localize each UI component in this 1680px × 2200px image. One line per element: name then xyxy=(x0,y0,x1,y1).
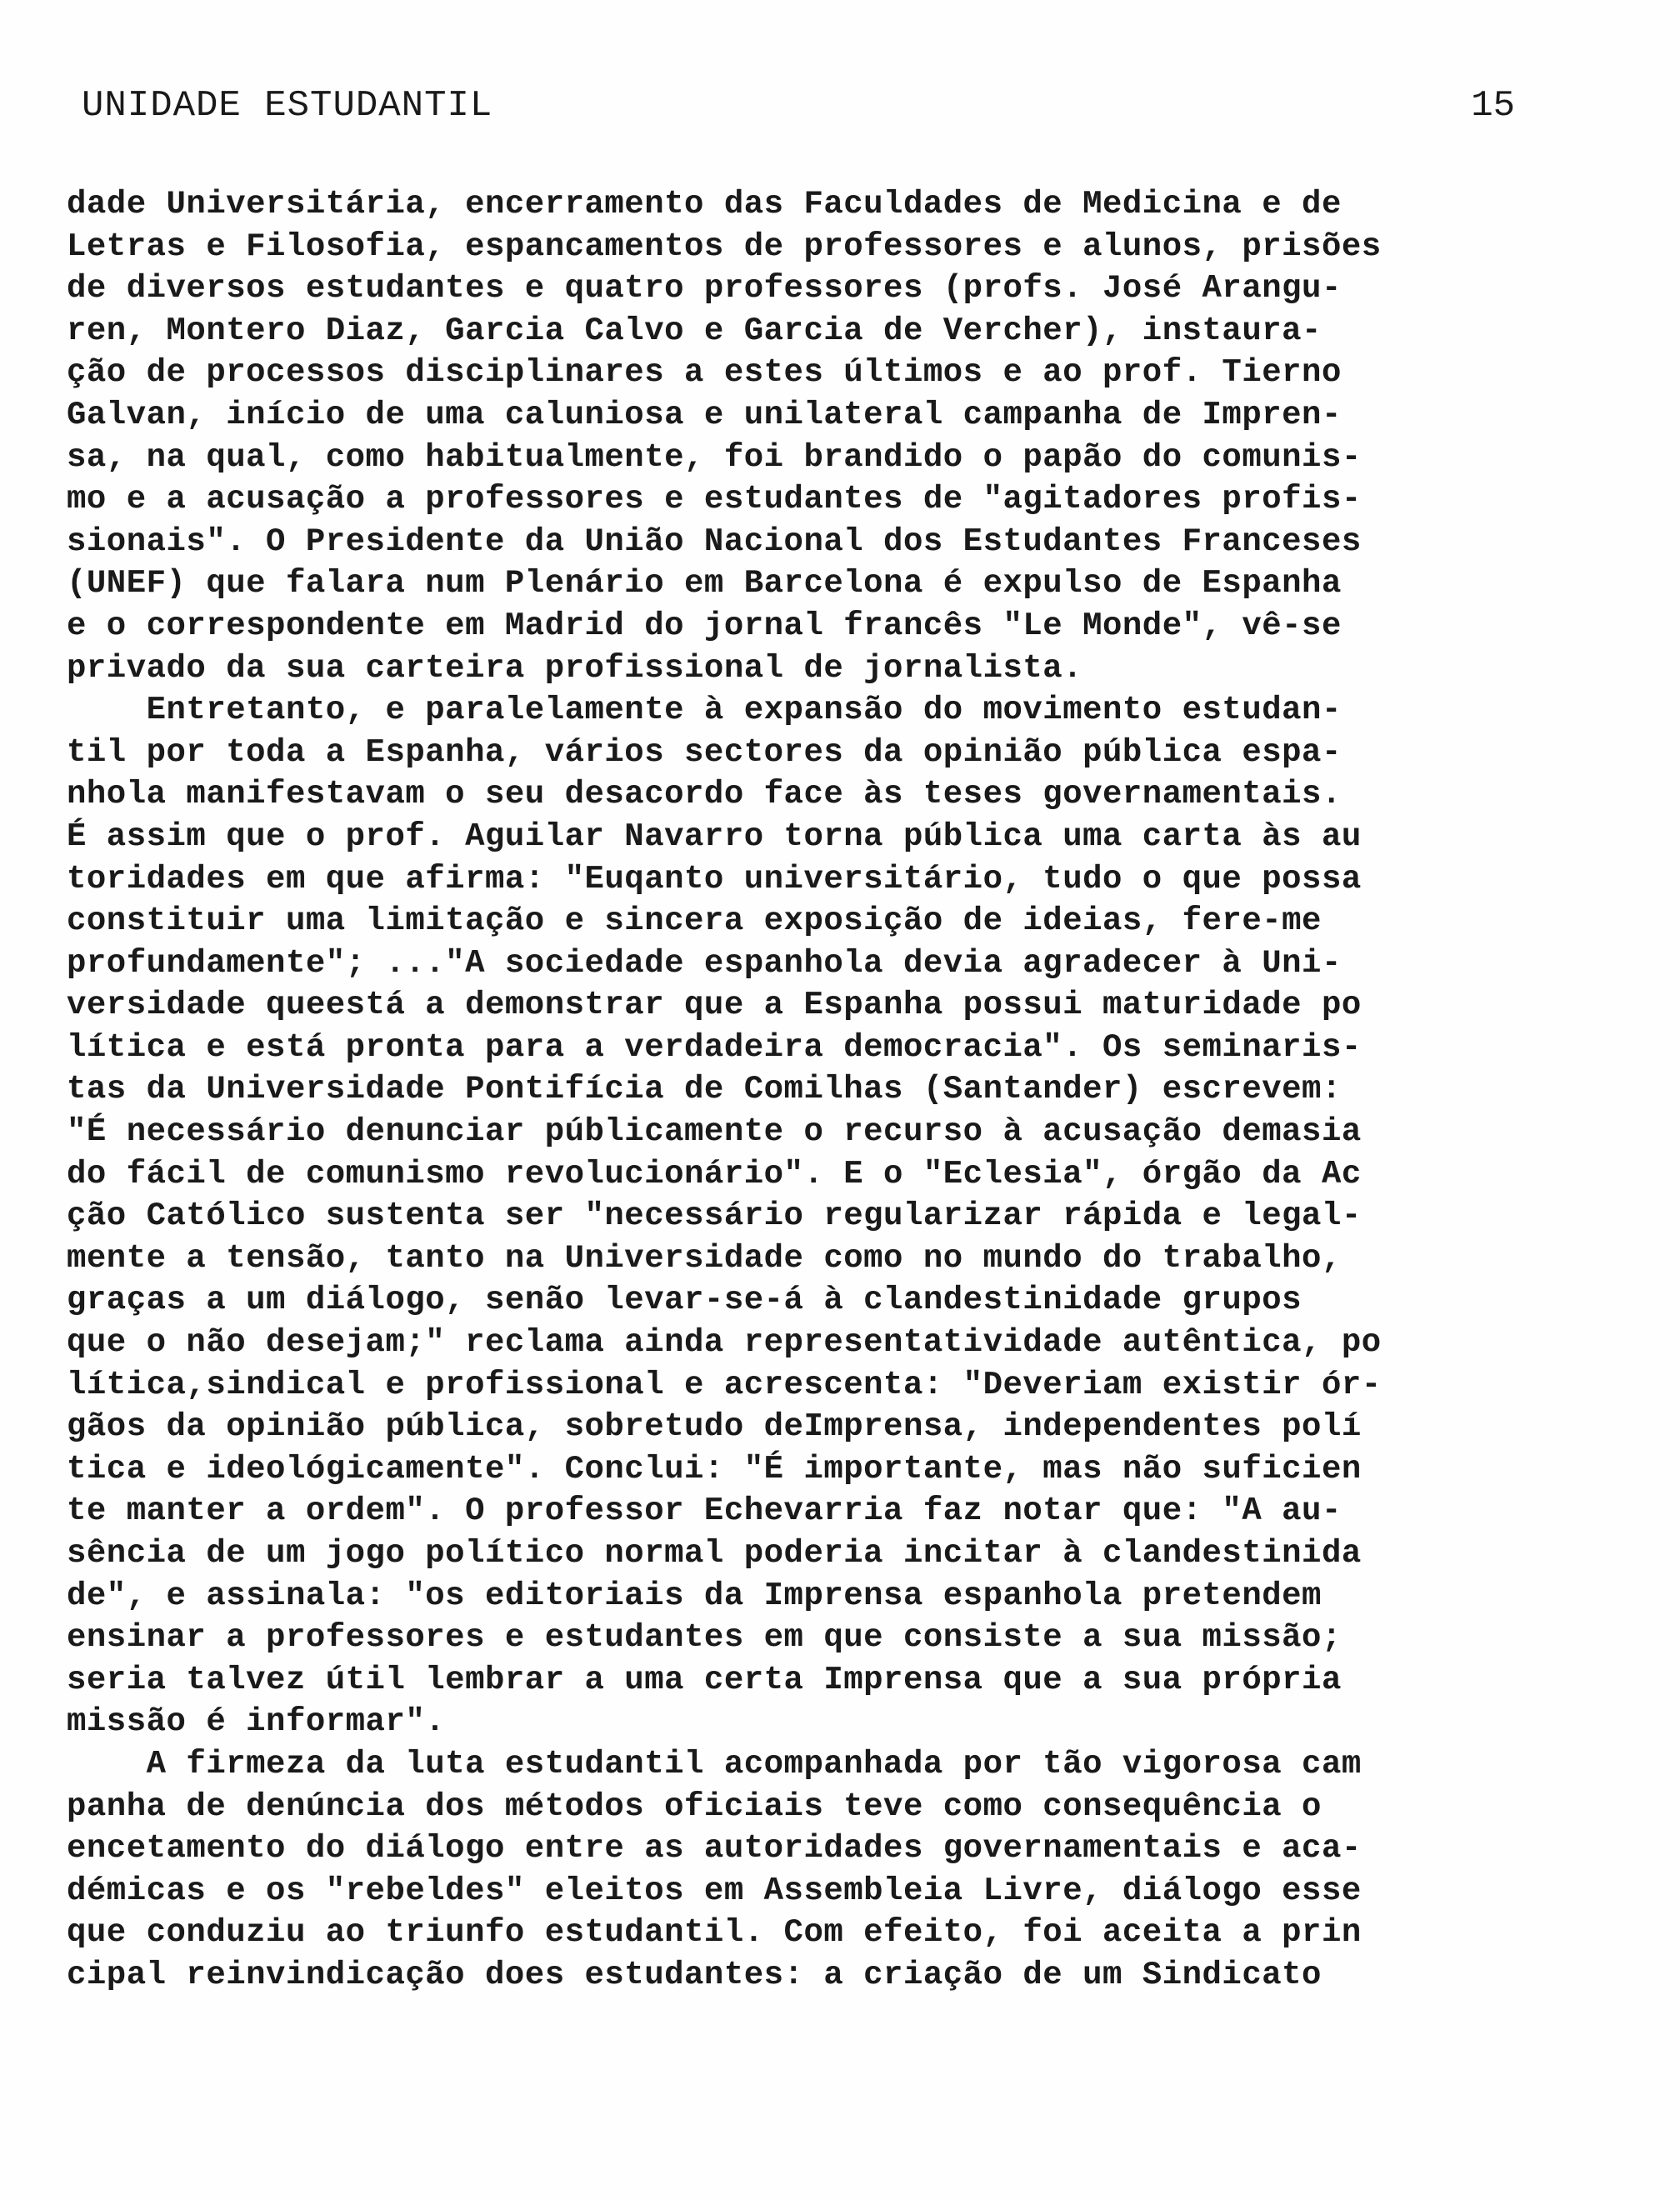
text-line: sa, na qual, como habitualmente, foi brandido o papão do comunis- xyxy=(67,438,1362,476)
text-line: lítica e está pronta para a verdadeira democracia". Os seminaris- xyxy=(67,1028,1362,1066)
running-title: UNIDADE ESTUDANTIL xyxy=(82,85,493,127)
text-line: ção de processos disciplinares a estes últimos e ao prof. Tierno xyxy=(67,354,1342,392)
page-number: 15 xyxy=(1471,85,1515,127)
text-line: dade Universitária, encerramento das Faculdades de Medicina e de xyxy=(67,186,1342,222)
text-line: profundamente"; ..."A sociedade espanhola devia agradecer à Uni- xyxy=(67,944,1342,982)
text-line: ção Católico sustenta ser "necessário regularizar rápida e legal- xyxy=(67,1198,1362,1235)
text-line: encetamento do diálogo entre as autoridades governamentais e aca- xyxy=(67,1830,1362,1868)
text-line: cipal reinvindicação does estudantes: a criação de um Sindicato xyxy=(67,1956,1322,1993)
text-line: ensinar a professores e estudantes em que consiste a sua missão; xyxy=(67,1619,1342,1657)
paragraph-start-line: A firmeza da luta estudantil acompanhada por tão vigorosa cam xyxy=(67,1745,1362,1782)
paragraph-start-line: Entretanto, e paralelamente à expansão do movimento estudan- xyxy=(67,692,1342,729)
text-line: til por toda a Espanha, vários sectores da opinião pública espa- xyxy=(67,733,1342,771)
text-line: missão é informar". xyxy=(67,1703,446,1741)
text-line: nhola manifestavam o seu desacordo face às teses governamentais. xyxy=(67,776,1342,813)
text-line: mo e a acusação a professores e estudantes de "agitadores profis- xyxy=(67,481,1362,518)
text-line: que conduziu ao triunfo estudantil. Com efeito, foi aceita a prin xyxy=(67,1914,1362,1952)
text-line: constituir uma limitação e sincera exposição de ideias, fere-me xyxy=(67,902,1322,940)
text-line: panha de denúncia dos métodos oficiais teve como consequência o xyxy=(67,1788,1322,1825)
text-line: Galvan, início de uma caluniosa e unilateral campanha de Impren- xyxy=(67,396,1342,433)
text-line: privado da sua carteira profissional de jornalista. xyxy=(67,649,1083,687)
text-line: de diversos estudantes e quatro professores (profs. José Arangu- xyxy=(67,270,1342,308)
text-line: e o correspondente em Madrid do jornal francês "Le Monde", vê-se xyxy=(67,607,1342,644)
text-line: sência de um jogo político normal poderia incitar à clandestinida xyxy=(67,1535,1362,1572)
page-header xyxy=(82,77,1515,135)
text-line: mente a tensão, tanto na Universidade como no mundo do trabalho, xyxy=(67,1239,1342,1277)
text-line: (UNEF) que falara num Plenário em Barcelona é expulso de Espanha xyxy=(67,565,1342,602)
text-line: toridades em que afirma: "Euqanto universitário, tudo o que possa xyxy=(67,860,1362,898)
text-line: "É necessário denunciar públicamente o recurso à acusação demasia xyxy=(67,1113,1362,1151)
text-line: Letras e Filosofia, espancamentos de professores e alunos, prisões xyxy=(67,228,1382,265)
text-line: que o não desejam;" reclama ainda representatividade autêntica, po xyxy=(67,1324,1382,1362)
body-text xyxy=(67,183,1533,1997)
text-line: te manter a ordem". O professor Echevarria faz notar que: "A au- xyxy=(67,1492,1342,1530)
text-line: ren, Montero Diaz, Garcia Calvo e Garcia de Vercher), instaura- xyxy=(67,312,1322,349)
text-line: graças a um diálogo, senão levar-se-á à clandestinidade grupos xyxy=(67,1282,1302,1319)
text-line: de", e assinala: "os editoriais da Imprensa espanhola pretendem xyxy=(67,1577,1322,1614)
text-line: tas da Universidade Pontifícia de Comilhas (Santander) escrevem: xyxy=(67,1071,1342,1108)
text-line: démicas e os "rebeldes" eleitos em Assembleia Livre, diálogo esse xyxy=(67,1872,1362,1909)
text-line: É assim que o prof. Aguilar Navarro torna pública uma carta às au xyxy=(67,818,1362,855)
text-line: gãos da opinião pública, sobretudo deImprensa, independentes polí xyxy=(67,1408,1362,1446)
text-line: lítica,sindical e profissional e acrescenta: "Deveriam existir ór- xyxy=(67,1366,1382,1403)
text-line: versidade queestá a demonstrar que a Espanha possui maturidade po xyxy=(67,987,1362,1024)
text-line: tica e ideológicamente". Conclui: "É importante, mas não suficien xyxy=(67,1450,1362,1488)
text-line: sionais". O Presidente da União Nacional dos Estudantes Franceses xyxy=(67,522,1362,560)
text-line: do fácil de comunismo revolucionário". E o "Eclesia", órgão da Ac xyxy=(67,1155,1362,1192)
text-line: seria talvez útil lembrar a uma certa Imprensa que a sua própria xyxy=(67,1661,1342,1698)
